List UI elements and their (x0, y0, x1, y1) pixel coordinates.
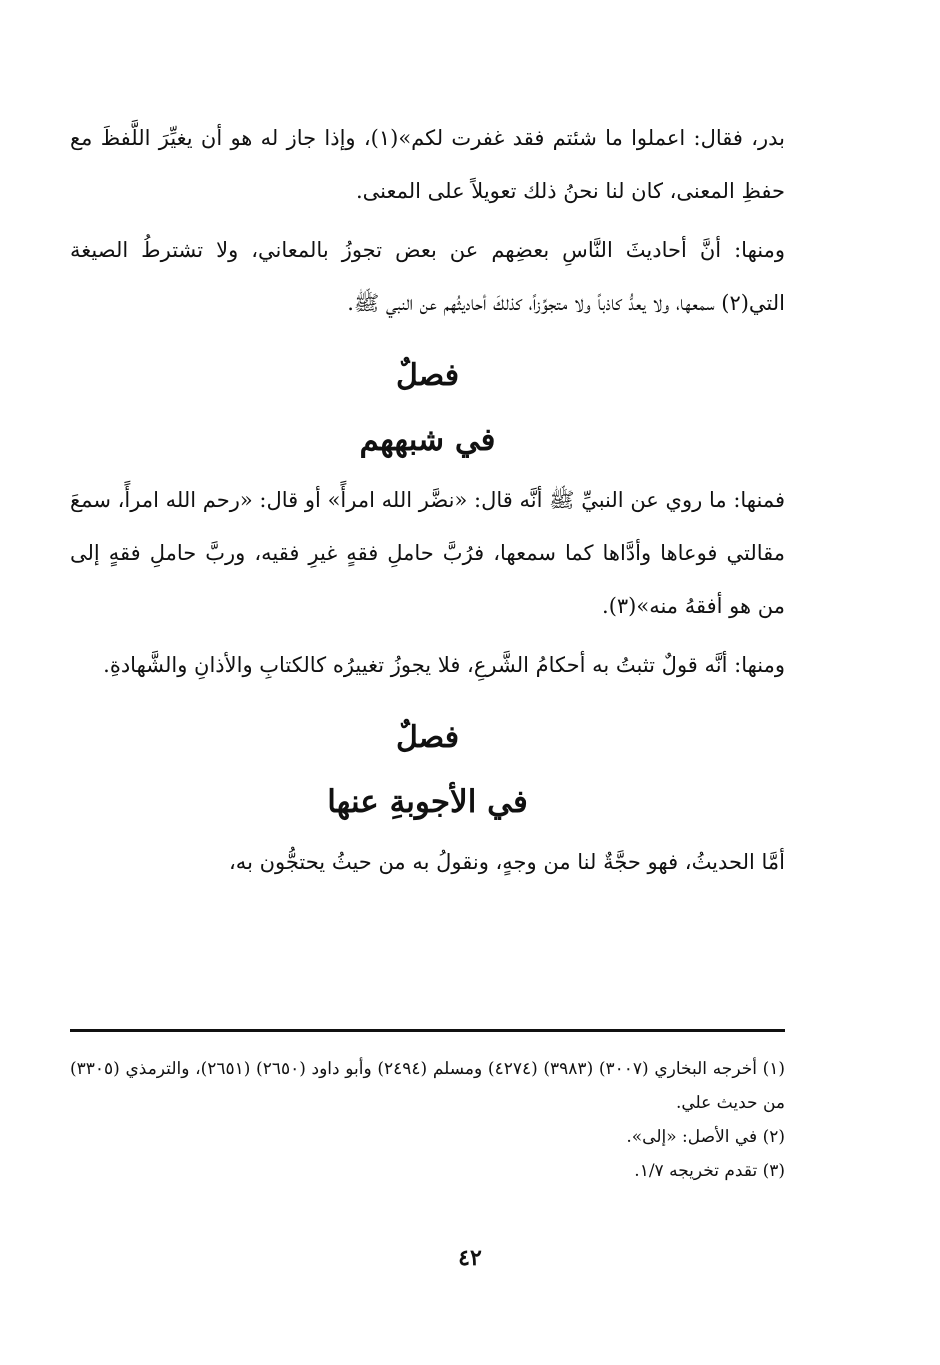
paragraph-1: بدر، فقال: اعملوا ما شئتم فقد غفرت لكم»(١)، وإذا جاز له هو أن يغيِّرَ اللَّفظَ مع حفظِ المعنى، كان لنا نحنُ ذلك تعويلاً على المعنى. (70, 126, 785, 203)
paragraph-3: فمنها: ما روي عن النبيِّ ﷺ أنَّه قال: «نضَّر الله امرأً» أو قال: «رحم الله امرأً، سمعَ مقالتي فوعاها وأدَّاها كما سمعها، فرُبَّ حاملِ فقهٍ غيرِ فقيه، وربَّ حاملِ فقهٍ إلى من هو أفقهُ منه»(٣). (70, 488, 785, 618)
footnote-1: (١) أخرجه البخاري (٣٠٠٧) (٣٩٨٣) (٤٢٧٤) ومسلم (٢٤٩٤) وأبو داود (٢٦٥٠) (٢٦٥١)، والترمذي (٣٣٠٥) من حديث علي. (70, 1059, 786, 1113)
section-subheading-1: في شبههم (359, 422, 496, 458)
section-subheading-2: في الأجوبةِ عنها (327, 784, 528, 820)
footnote-3: (٣) تقدم تخريجه ١/٧. (634, 1161, 785, 1181)
paragraph-4: ومنها: أنَّه قولٌ تثبتُ به أحكامُ الشَّرعِ، فلا يجوزُ تغييرُه كالكتابِ والأذانِ والشَّهادةِ. (103, 653, 785, 677)
section-heading-1: فصلٌ (395, 358, 460, 393)
footnote-divider (70, 1029, 785, 1032)
page-number: ٤٢ (458, 1245, 482, 1271)
page-body (70, 112, 785, 895)
section-heading-2: فصلٌ (395, 720, 460, 755)
footnotes (70, 1052, 785, 1188)
footnote-2: (٢) في الأصل: «إلى». (626, 1127, 785, 1147)
paragraph-5: أمَّا الحديثُ، فهو حجَّةٌ لنا من وجهٍ، ونقولُ به من حيثُ يحتجُّون به، (229, 850, 785, 874)
paragraph-2: ومنها: أنَّ أحاديثَ النَّاسِ بعضِهم عن بعض تجوزُ بالمعاني، ولا تشترطُ الصيغة التي(٢) سمعها، ولا يعدُّ كاذباً ولا متجوِّزاً، كذلكَ أحاديثُهم عن النبي ﷺ. (70, 238, 785, 315)
